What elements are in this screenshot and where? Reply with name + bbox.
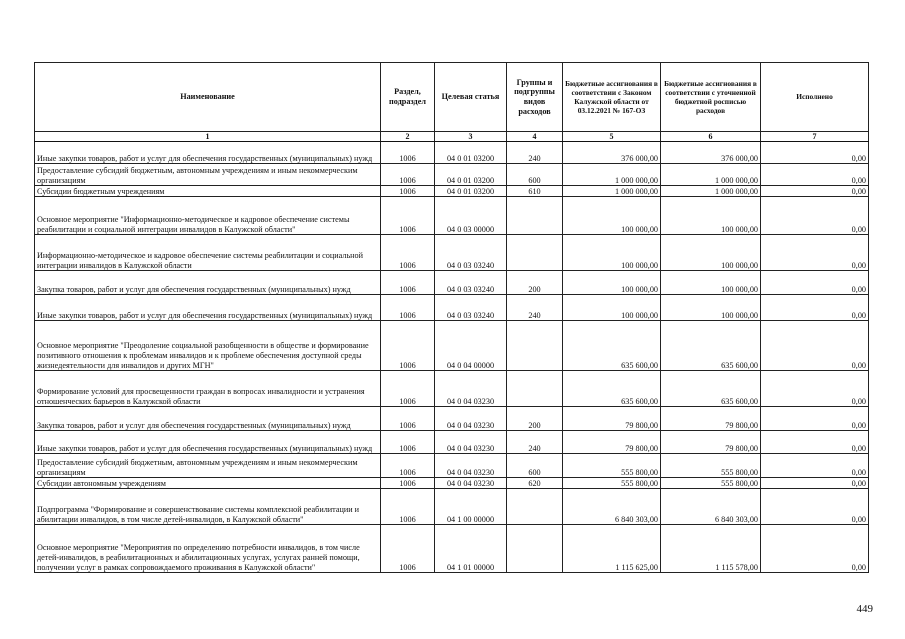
row-section: 1006 [381, 478, 435, 489]
row-target-code: 04 0 01 03200 [435, 186, 507, 197]
row-executed-amount: 0,00 [761, 321, 869, 371]
row-expense-group: 600 [507, 454, 563, 478]
header-row [35, 63, 869, 132]
table-row [35, 186, 869, 197]
row-law-amount: 79 800,00 [563, 431, 661, 454]
row-name: Предоставление субсидий бюджетным, автономным учреждениям и иным некоммерческим организациям [35, 164, 381, 186]
column-number: 4 [507, 132, 563, 142]
row-law-amount: 100 000,00 [563, 235, 661, 271]
row-expense-group [507, 525, 563, 573]
row-section: 1006 [381, 197, 435, 235]
row-name: Основное мероприятие "Преодоление социальной разобщенности в обществе и формирование позитивного отношения к проблемам инвалидов и к проблеме обеспечения доступной среды жизнедеятельности для инвалидов и других МГН" [35, 321, 381, 371]
row-name: Информационно-методическое и кадровое обеспечение системы реабилитации и социальной интеграции инвалидов в Калужской области [35, 235, 381, 271]
row-expense-group: 620 [507, 478, 563, 489]
row-plan-amount: 555 800,00 [661, 478, 761, 489]
row-executed-amount: 0,00 [761, 186, 869, 197]
row-target-code: 04 0 04 03230 [435, 371, 507, 407]
row-executed-amount: 0,00 [761, 295, 869, 321]
row-plan-amount: 1 000 000,00 [661, 186, 761, 197]
row-law-amount: 555 800,00 [563, 454, 661, 478]
row-expense-group: 610 [507, 186, 563, 197]
row-name: Подпрограмма "Формирование и совершенствование системы комплексной реабилитации и абилитации инвалидов, в том числе детей-инвалидов, в Калужской области" [35, 489, 381, 525]
column-number: 5 [563, 132, 661, 142]
row-law-amount: 635 600,00 [563, 371, 661, 407]
row-executed-amount: 0,00 [761, 271, 869, 295]
row-law-amount: 635 600,00 [563, 321, 661, 371]
row-target-code: 04 0 03 03240 [435, 295, 507, 321]
row-executed-amount: 0,00 [761, 197, 869, 235]
row-law-amount: 1 000 000,00 [563, 186, 661, 197]
row-section: 1006 [381, 321, 435, 371]
column-number: 1 [35, 132, 381, 142]
row-section: 1006 [381, 431, 435, 454]
table-row [35, 478, 869, 489]
row-section: 1006 [381, 164, 435, 186]
row-law-amount: 100 000,00 [563, 197, 661, 235]
row-name: Иные закупки товаров, работ и услуг для обеспечения государственных (муниципальных) нужд [35, 295, 381, 321]
row-expense-group: 600 [507, 164, 563, 186]
row-law-amount: 1 000 000,00 [563, 164, 661, 186]
row-expense-group [507, 197, 563, 235]
row-name: Иные закупки товаров, работ и услуг для обеспечения государственных (муниципальных) нужд [35, 431, 381, 454]
row-executed-amount: 0,00 [761, 489, 869, 525]
row-plan-amount: 635 600,00 [661, 371, 761, 407]
row-law-amount: 6 840 303,00 [563, 489, 661, 525]
row-plan-amount: 100 000,00 [661, 197, 761, 235]
column-number: 2 [381, 132, 435, 142]
row-target-code: 04 0 03 03240 [435, 271, 507, 295]
row-section: 1006 [381, 295, 435, 321]
row-target-code: 04 1 00 00000 [435, 489, 507, 525]
row-plan-amount: 100 000,00 [661, 295, 761, 321]
row-section: 1006 [381, 142, 435, 164]
table-row [35, 142, 869, 164]
header-target: Целевая статья [435, 63, 507, 132]
row-target-code: 04 0 03 03240 [435, 235, 507, 271]
header-law: Бюджетные ассигнования в соответствии с Законом Калужской области от 03.12.2021 № 167-ОЗ [563, 63, 661, 132]
row-section: 1006 [381, 407, 435, 431]
row-target-code: 04 0 03 00000 [435, 197, 507, 235]
column-number: 3 [435, 132, 507, 142]
page-number: 449 [856, 603, 873, 615]
row-section: 1006 [381, 454, 435, 478]
row-name: Формирование условий для просвещенности граждан в вопросах инвалидности и устранения отношенческих барьеров в Калужской области [35, 371, 381, 407]
table-row [35, 431, 869, 454]
table-row [35, 525, 869, 573]
row-section: 1006 [381, 271, 435, 295]
row-law-amount: 555 800,00 [563, 478, 661, 489]
column-number: 7 [761, 132, 869, 142]
row-expense-group: 240 [507, 295, 563, 321]
row-name: Иные закупки товаров, работ и услуг для обеспечения государственных (муниципальных) нужд [35, 142, 381, 164]
row-expense-group [507, 321, 563, 371]
table-row [35, 321, 869, 371]
table-row [35, 235, 869, 271]
row-plan-amount: 1 115 578,00 [661, 525, 761, 573]
row-target-code: 04 1 01 00000 [435, 525, 507, 573]
table-row [35, 295, 869, 321]
document-page [34, 62, 868, 573]
row-plan-amount: 79 800,00 [661, 407, 761, 431]
row-executed-amount: 0,00 [761, 371, 869, 407]
row-target-code: 04 0 04 03230 [435, 478, 507, 489]
row-plan-amount: 6 840 303,00 [661, 489, 761, 525]
row-name: Основное мероприятие "Мероприятия по определению потребности инвалидов, в том числе детей-инвалидов, в реабилитационных и абилитационных услугах, услугах ранней помощи, получении услуг в рамках сопровождаемого проживания в Калужской области" [35, 525, 381, 573]
row-target-code: 04 0 04 03230 [435, 454, 507, 478]
row-section: 1006 [381, 235, 435, 271]
row-plan-amount: 100 000,00 [661, 271, 761, 295]
row-target-code: 04 0 01 03200 [435, 142, 507, 164]
row-expense-group [507, 235, 563, 271]
row-executed-amount: 0,00 [761, 407, 869, 431]
header-name: Наименование [35, 63, 381, 132]
column-number-row [35, 132, 869, 142]
row-name: Предоставление субсидий бюджетным, автономным учреждениям и иным некоммерческим организациям [35, 454, 381, 478]
row-executed-amount: 0,00 [761, 431, 869, 454]
table-row [35, 489, 869, 525]
row-expense-group: 240 [507, 431, 563, 454]
row-executed-amount: 0,00 [761, 478, 869, 489]
row-target-code: 04 0 01 03200 [435, 164, 507, 186]
row-plan-amount: 1 000 000,00 [661, 164, 761, 186]
row-expense-group [507, 371, 563, 407]
row-section: 1006 [381, 525, 435, 573]
column-number: 6 [661, 132, 761, 142]
table-row [35, 371, 869, 407]
table-row [35, 164, 869, 186]
header-done: Исполнено [761, 63, 869, 132]
table-row [35, 454, 869, 478]
row-expense-group [507, 489, 563, 525]
row-plan-amount: 635 600,00 [661, 321, 761, 371]
row-plan-amount: 555 800,00 [661, 454, 761, 478]
row-law-amount: 79 800,00 [563, 407, 661, 431]
row-name: Закупка товаров, работ и услуг для обеспечения государственных (муниципальных) нужд [35, 271, 381, 295]
row-plan-amount: 100 000,00 [661, 235, 761, 271]
row-law-amount: 376 000,00 [563, 142, 661, 164]
row-executed-amount: 0,00 [761, 164, 869, 186]
row-executed-amount: 0,00 [761, 235, 869, 271]
row-target-code: 04 0 04 00000 [435, 321, 507, 371]
row-target-code: 04 0 04 03230 [435, 407, 507, 431]
row-section: 1006 [381, 371, 435, 407]
row-expense-group: 200 [507, 271, 563, 295]
row-executed-amount: 0,00 [761, 142, 869, 164]
row-law-amount: 100 000,00 [563, 271, 661, 295]
row-name: Субсидии бюджетным учреждениям [35, 186, 381, 197]
row-section: 1006 [381, 489, 435, 525]
row-plan-amount: 79 800,00 [661, 431, 761, 454]
table-row [35, 271, 869, 295]
table-row [35, 407, 869, 431]
row-law-amount: 1 115 625,00 [563, 525, 661, 573]
header-section: Раздел, подраздел [381, 63, 435, 132]
row-executed-amount: 0,00 [761, 454, 869, 478]
row-expense-group: 240 [507, 142, 563, 164]
row-executed-amount: 0,00 [761, 525, 869, 573]
row-section: 1006 [381, 186, 435, 197]
header-plan: Бюджетные ассигнования в соответствии с уточненной бюджетной росписью расходов [661, 63, 761, 132]
budget-table [34, 62, 869, 573]
row-name: Субсидии автономным учреждениям [35, 478, 381, 489]
row-expense-group: 200 [507, 407, 563, 431]
row-name: Закупка товаров, работ и услуг для обеспечения государственных (муниципальных) нужд [35, 407, 381, 431]
header-group: Группы и подгруппы видов расходов [507, 63, 563, 132]
table-row [35, 197, 869, 235]
row-name: Основное мероприятие "Информационно-методическое и кадровое обеспечение системы реабилитации и социальной интеграции инвалидов в Калужской области" [35, 197, 381, 235]
row-target-code: 04 0 04 03230 [435, 431, 507, 454]
row-plan-amount: 376 000,00 [661, 142, 761, 164]
row-law-amount: 100 000,00 [563, 295, 661, 321]
